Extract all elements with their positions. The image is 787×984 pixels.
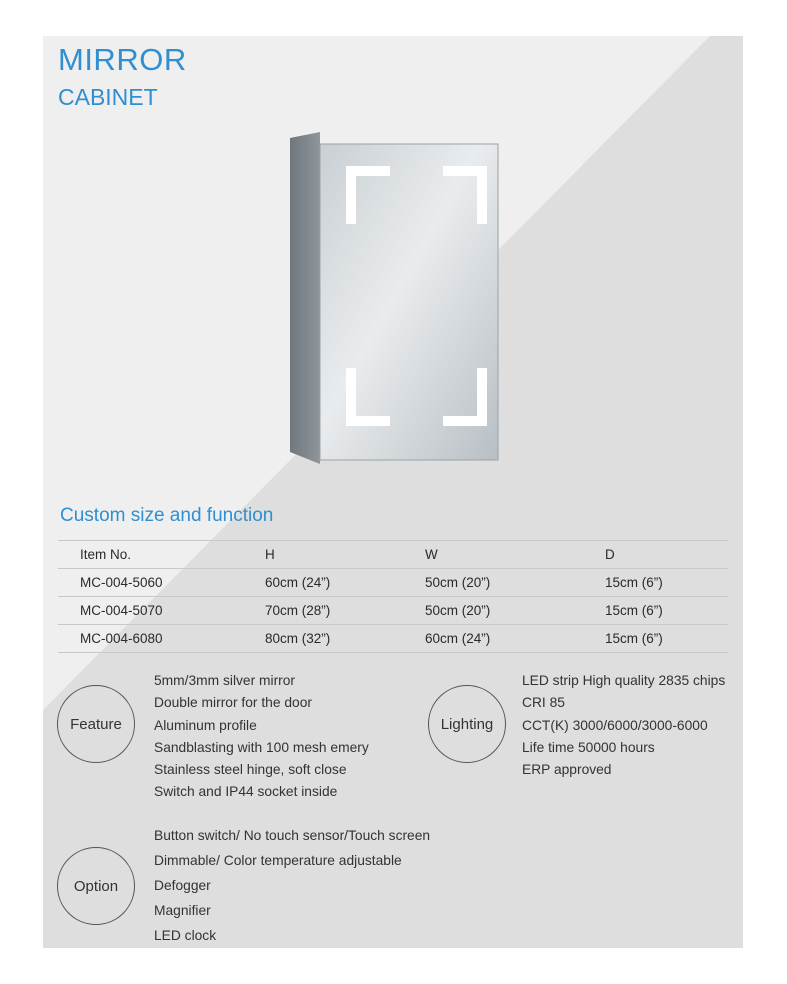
list-item: Life time 50000 hours [522,739,655,755]
size-table [58,540,728,653]
table-cell: 50cm (20”) [425,569,605,597]
table-cell: 60cm (24”) [425,625,605,653]
lighting-list [522,670,725,781]
list-item: Magnifier [154,903,211,918]
table-cell: 70cm (28”) [265,597,425,625]
list-item: LED clock [154,928,217,943]
list-item: LED strip High quality 2835 chips [522,673,726,688]
lighting-badge: Lighting [428,685,506,763]
section-title: Custom size and function [60,505,274,526]
table-cell: 15cm (6”) [605,597,728,625]
list-item: Aluminum profile [154,717,257,733]
option-badge: Option [57,847,135,925]
table-cell: 15cm (6”) [605,625,728,653]
list-item: Dimmable/ Color temperature adjustable [154,853,402,868]
feature-badge: Feature [57,685,135,763]
feature-list [154,670,369,804]
table-row [58,569,728,597]
list-item: Switch and IP44 socket inside [154,784,338,800]
list-item: Button switch/ No touch sensor/Touch screen [154,828,431,843]
page-title: MIRROR [58,42,187,77]
table-cell: MC-004-5060 [58,569,265,597]
table-row [58,625,728,653]
table-header-row [58,541,728,569]
list-item: Sandblasting with 100 mesh emery [154,739,369,755]
list-item: Stainless steel hinge, soft close [154,762,347,778]
column-header: W [425,541,605,569]
table-cell: 60cm (24”) [265,569,425,597]
table-cell: 50cm (20”) [425,597,605,625]
table-cell: 80cm (32”) [265,625,425,653]
list-item: Double mirror for the door [154,695,312,711]
list-item: ERP approved [522,762,612,778]
page-subtitle: CABINET [58,84,158,110]
list-item: CRI 85 [522,695,565,711]
list-item: 5mm/3mm silver mirror [154,673,296,688]
column-header: Item No. [58,541,265,569]
mirror-cabinet-image [288,130,503,465]
column-header: D [605,541,728,569]
table-cell: MC-004-6080 [58,625,265,653]
table-row [58,597,728,625]
option-list [154,823,430,948]
list-item: Defogger [154,878,211,893]
table-cell: 15cm (6”) [605,569,728,597]
list-item: CCT(K) 3000/6000/3000-6000 [522,717,708,733]
table-cell: MC-004-5070 [58,597,265,625]
column-header: H [265,541,425,569]
